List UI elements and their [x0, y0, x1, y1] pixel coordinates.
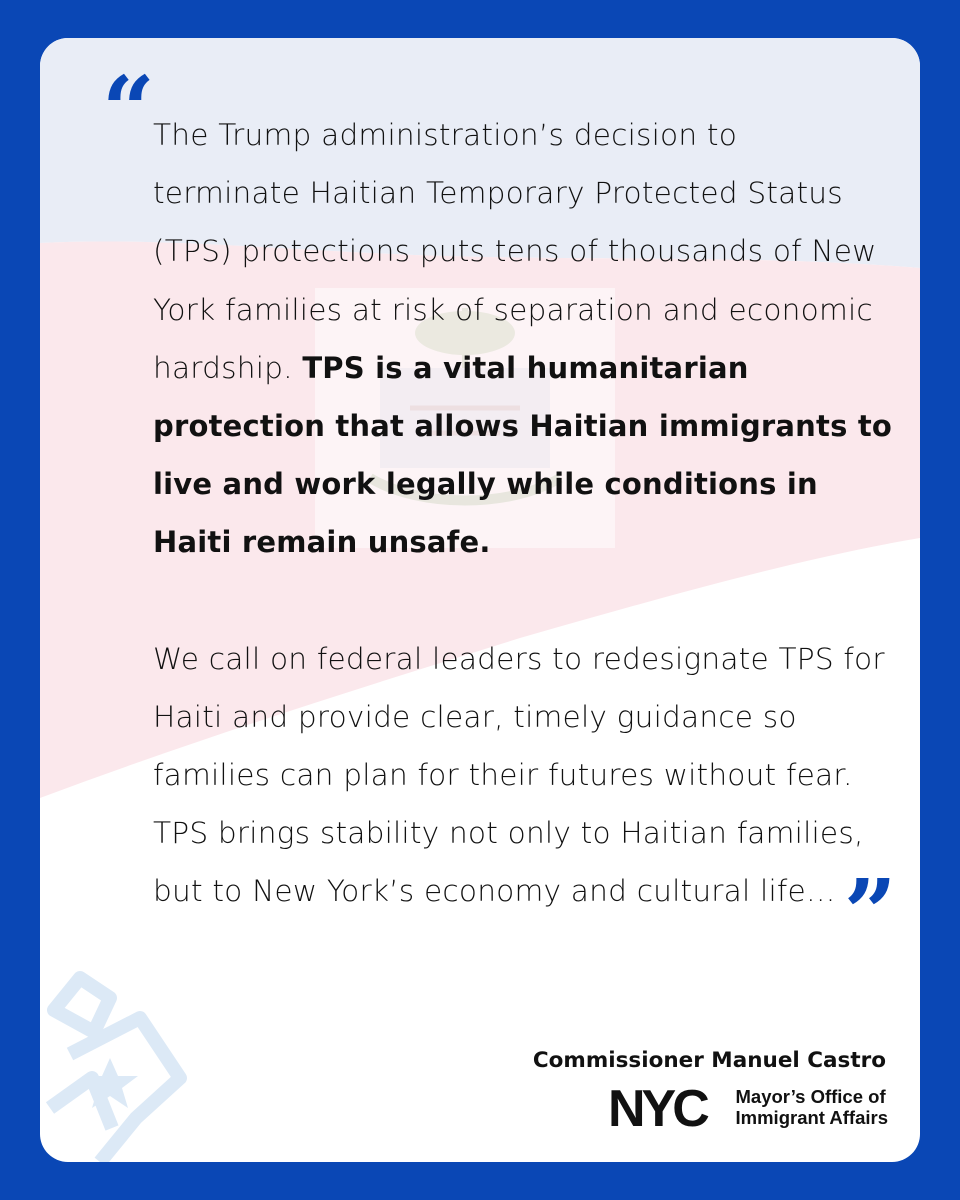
left-double-quote-icon: “ — [102, 56, 149, 164]
quote-normal-text: The Trump administration’s decision to terminate Haitian Temporary Protected Status (TPS) protections puts tens of thousands of New York families at risk of separation and economic hardship. — [153, 118, 877, 385]
svg-text:NYC: NYC — [607, 1084, 706, 1130]
statue-of-liberty-icon — [40, 958, 200, 1162]
quote-paragraph-1 — [153, 106, 893, 572]
quote-paragraph-2: We call on federal leaders to redesignate TPS for Haiti and provide clear, timely guidance so families can plan for their futures without fear. TPS brings stability not only to Haitian families, but to New York’s economy and cultural life…” — [153, 641, 891, 968]
office-logo-block — [608, 1084, 888, 1130]
speaker-name: Commissioner Manuel Castro — [532, 1048, 886, 1073]
office-name — [736, 1086, 888, 1128]
quote-second-paragraph: We call on federal leaders to redesignate TPS for Haiti and provide clear, timely guidance so families can plan for their futures without fear. TPS brings stability not only to Haitian families, but to New York’s economy and cultural life… — [153, 641, 885, 909]
office-name-line-2: Immigrant Affairs — [735, 1107, 888, 1128]
quote-bold-text: TPS is a vital humanitarian protection that allows Haitian immigrants to live and work legally while conditions in Haiti remain unsafe. — [153, 350, 893, 560]
quote-body — [153, 106, 893, 968]
quote-card — [40, 38, 920, 1162]
nyc-logo — [608, 1084, 726, 1130]
office-name-line-1: Mayor’s Office of — [735, 1086, 886, 1107]
